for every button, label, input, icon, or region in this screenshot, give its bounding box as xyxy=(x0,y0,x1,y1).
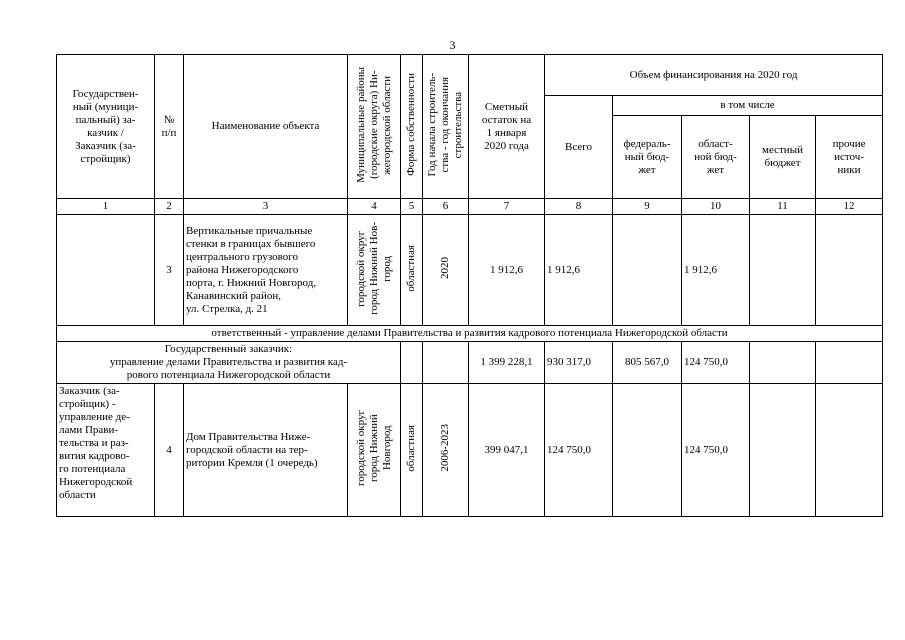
cell-ownership-text: областная xyxy=(405,244,417,292)
column-numbers-row xyxy=(57,199,883,215)
header-customer: Государствен- ный (муници- пальный) за- казчик / Заказчик (за- стройщик) xyxy=(57,55,155,199)
cell-estimate-remainder: 399 047,1 xyxy=(469,384,545,517)
cell-years xyxy=(423,215,469,326)
cell-customer xyxy=(57,215,155,326)
cell-municipal xyxy=(348,384,401,517)
cell-customer: Заказчик (за- стройщик) - управление де- лами Прави- тельства и раз- вития кадрово- го потенциала Нижегородской области xyxy=(57,384,155,517)
col-number: 7 xyxy=(469,199,545,215)
cell-local xyxy=(750,384,816,517)
subtotal-label: Государственный заказчик: управление делами Правительства и развития кад- рового потенциала Нижегородской области xyxy=(57,342,401,384)
subtotal-empty xyxy=(750,342,816,384)
header-federal: федераль- ный бюд- жет xyxy=(613,116,682,199)
page-number: 3 xyxy=(449,38,456,52)
cell-years xyxy=(423,384,469,517)
cell-years-text: 2020 xyxy=(439,257,451,279)
header-estimate-remainder: Сметный остаток на 1 января 2020 года xyxy=(469,55,545,199)
col-number: 2 xyxy=(155,199,184,215)
cell-other xyxy=(816,215,883,326)
col-number: 3 xyxy=(184,199,348,215)
table-row xyxy=(57,215,883,326)
header-num: № п/п xyxy=(155,55,184,199)
cell-regional: 1 912,6 xyxy=(682,215,750,326)
subtotal-regional: 124 750,0 xyxy=(682,342,750,384)
header-regional: област- ной бюд- жет xyxy=(682,116,750,199)
header-object-name: Наименование объекта xyxy=(184,55,348,199)
header-financing-title: Объем финансирования на 2020 год xyxy=(545,55,883,96)
col-number: 9 xyxy=(613,199,682,215)
header-other: прочие источ- ники xyxy=(816,116,883,199)
col-number: 8 xyxy=(545,199,613,215)
col-number: 1 xyxy=(57,199,155,215)
cell-ownership xyxy=(401,384,423,517)
cell-estimate-remainder: 1 912,6 xyxy=(469,215,545,326)
cell-ownership-text: областная xyxy=(405,424,417,472)
cell-object-name: Дом Правительства Ниже- городской области на тер- ритории Кремля (1 очередь) xyxy=(184,384,348,517)
cell-federal xyxy=(613,384,682,517)
cell-local xyxy=(750,215,816,326)
cell-ownership xyxy=(401,215,423,326)
col-number: 4 xyxy=(348,199,401,215)
responsible-line: ответственный - управление делами Правительства и развития кадрового потенциала Нижегородской области xyxy=(57,326,883,342)
subtotal-empty xyxy=(401,342,423,384)
col-number: 6 xyxy=(423,199,469,215)
cell-num: 4 xyxy=(155,384,184,517)
subtotal-federal: 805 567,0 xyxy=(613,342,682,384)
header-total: Всего xyxy=(545,96,613,199)
subtotal-empty xyxy=(816,342,883,384)
col-number: 10 xyxy=(682,199,750,215)
header-years xyxy=(423,55,469,199)
cell-municipal-text: городской округ город Нижний Нов- город xyxy=(354,221,393,315)
header-ownership-text: Форма собственности xyxy=(405,73,417,176)
cell-object-name: Вертикальные причальные стенки в границах бывшего центрального грузового района Нижегородского порта, г. Нижний Новгород, Канавинский район, ул. Стрелка, д. 21 xyxy=(184,215,348,326)
header-municipal-text: Муниципальные районы (городские округа) Ни- жегородской области xyxy=(354,66,393,183)
subtotal-empty xyxy=(423,342,469,384)
cell-municipal-text: городской округ город Нижний Новгород xyxy=(354,409,393,487)
cell-federal xyxy=(613,215,682,326)
table-row xyxy=(57,384,883,517)
col-number: 11 xyxy=(750,199,816,215)
header-local: местный бюджет xyxy=(750,116,816,199)
header-ownership xyxy=(401,55,423,199)
cell-total: 124 750,0 xyxy=(545,384,613,517)
col-number: 5 xyxy=(401,199,423,215)
subtotal-row xyxy=(57,342,883,384)
cell-total: 1 912,6 xyxy=(545,215,613,326)
financing-table xyxy=(56,54,883,517)
subtotal-estimate-remainder: 1 399 228,1 xyxy=(469,342,545,384)
header-years-text: Год начала строитель- ства - год окончания строительства xyxy=(426,72,464,177)
cell-other xyxy=(816,384,883,517)
cell-years-text: 2006-2023 xyxy=(439,424,451,472)
cell-municipal xyxy=(348,215,401,326)
cell-num: 3 xyxy=(155,215,184,326)
cell-regional: 124 750,0 xyxy=(682,384,750,517)
header-municipal xyxy=(348,55,401,199)
col-number: 12 xyxy=(816,199,883,215)
header-including: в том числе xyxy=(613,96,883,116)
subtotal-total: 930 317,0 xyxy=(545,342,613,384)
